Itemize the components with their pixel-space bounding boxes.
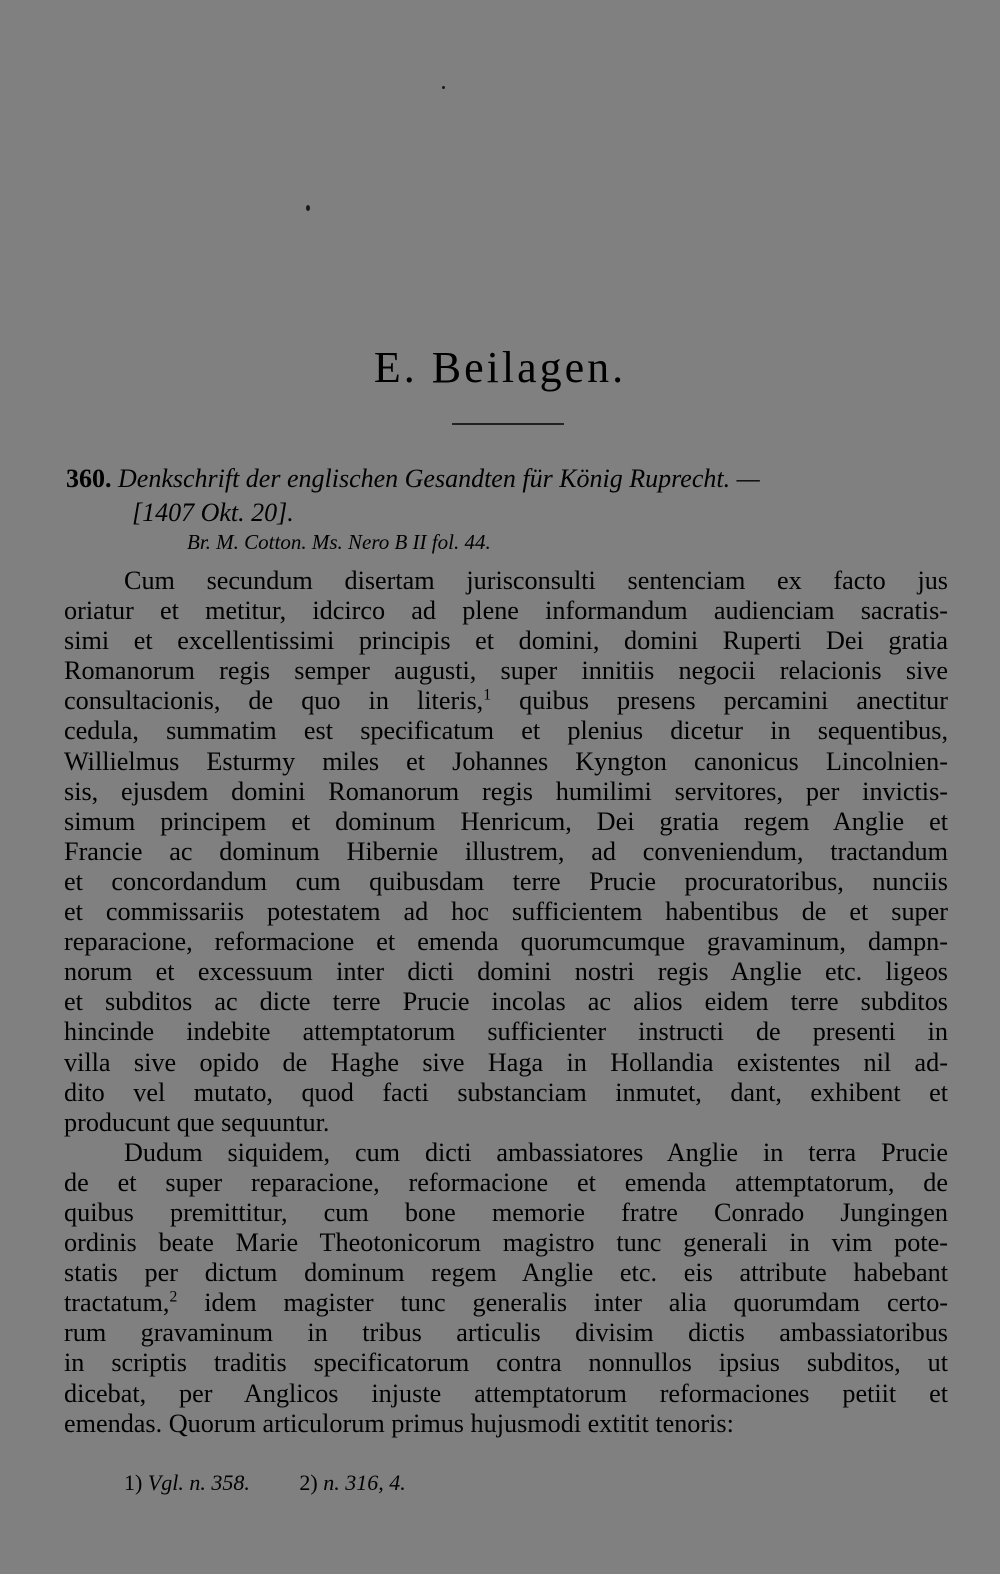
footnote-reference: 2	[169, 1288, 178, 1306]
text-line: oriatur et metitur, idcirco ad plene informandum audienciam sacratis-	[64, 596, 948, 626]
text-line: et commissariis potestatem ad hoc sufficientem habentibus de et super	[64, 897, 948, 927]
footnotes	[124, 1470, 450, 1496]
footnote-marker: 2)	[299, 1470, 318, 1495]
text-line: Romanorum regis semper augusti, super innitiis negocii relacionis sive	[64, 656, 948, 686]
text-line: de et super reparacione, reformacione et emenda attemptatorum, de	[64, 1167, 948, 1197]
text-line: dicebat, per Anglicos injuste attemptatorum reformaciones petiit et	[64, 1378, 948, 1408]
text-line	[64, 1288, 948, 1318]
footnote-text: n. 316, 4.	[323, 1470, 406, 1495]
document-source: Br. M. Cotton. Ms. Nero B II fol. 44.	[187, 530, 491, 554]
text-line: reparacione, reformacione et emenda quorumcumque gravaminum, dampn-	[64, 927, 948, 957]
document-title: Denkschrift der englischen Gesandten für König Ruprecht. —	[118, 464, 760, 493]
text-line: ordinis beate Marie Theotonicorum magistro tunc generali in vim pote-	[64, 1228, 948, 1258]
footnote-1	[124, 1470, 250, 1495]
paragraph-1	[64, 566, 948, 1138]
text-line: et concordandum cum quibusdam terre Prucie procuratoribus, nunciis	[64, 866, 948, 896]
document-body	[64, 566, 948, 1439]
paragraph-2	[64, 1138, 948, 1439]
text-line: Cum secundum disertam jurisconsulti sentenciam ex facto jus	[124, 566, 948, 595]
footnote-text: Vgl. n. 358.	[147, 1470, 250, 1495]
text-line: simi et excellentissimi principis et domini, domini Ruperti Dei gratia	[64, 626, 948, 656]
scan-speck	[306, 205, 310, 211]
text-line: hincinde indebite attemptatorum sufficienter instructi de presenti in	[64, 1017, 948, 1047]
text-line: cedula, summatim est specificatum et plenius dicetur in sequentibus,	[64, 716, 948, 746]
text-line: dito vel mutato, quod facti substanciam inmutet, dant, exhibent et	[64, 1077, 948, 1107]
text-line: simum principem et dominum Henricum, Dei gratia regem Anglie et	[64, 806, 948, 836]
text-line: norum et excessuum inter dicti domini nostri regis Anglie etc. ligeos	[64, 957, 948, 987]
text-line: rum gravaminum in tribus articulis divisim dictis ambassiatoribus	[64, 1318, 948, 1348]
text-segment: quibus presens percamini anectitur	[519, 686, 949, 716]
document-header	[66, 462, 946, 530]
text-segment: consultacionis, de quo in literis,	[64, 686, 484, 716]
text-line: villa sive opido de Haghe sive Haga in Hollandia existentes nil ad-	[64, 1047, 948, 1077]
text-line: sis, ejusdem domini Romanorum regis humilimi servitores, per invictis-	[64, 776, 948, 806]
text-line: emendas. Quorum articulorum primus hujusmodi extitit tenoris:	[64, 1408, 734, 1438]
text-line: quibus premittitur, cum bone memorie fratre Conrado Jungingen	[64, 1197, 948, 1227]
text-line: Willielmus Esturmy miles et Johannes Kyngton canonicus Lincolnien-	[64, 746, 948, 776]
section-heading: E. Beilagen.	[373, 343, 627, 392]
text-line: Francie ac dominum Hibernie illustrem, ad conveniendum, tractandum	[64, 836, 948, 866]
document-number: 360.	[66, 464, 112, 493]
text-line: producunt que sequuntur.	[64, 1107, 330, 1137]
text-line: Dudum siquidem, cum dicti ambassiatores Anglie in terra Prucie	[124, 1137, 948, 1167]
text-line: in scriptis traditis specificatorum contra nonnullos ipsius subditos, ut	[64, 1348, 948, 1378]
text-segment: idem magister tunc generalis inter alia quorumdam certo-	[204, 1288, 949, 1318]
text-segment: tractatum,	[64, 1288, 170, 1318]
footnote-2	[299, 1470, 405, 1495]
document-date: [1407 Okt. 20].	[132, 498, 294, 527]
footnote-marker: 1)	[124, 1470, 143, 1495]
text-line: et subditos ac dicte terre Prucie incolas ac alios eidem terre subditos	[64, 987, 948, 1017]
footnote-reference: 1	[483, 686, 492, 704]
text-line	[64, 686, 948, 716]
text-line: statis per dictum dominum regem Anglie etc. eis attribute habebant	[64, 1258, 948, 1288]
scan-speck	[442, 86, 445, 89]
heading-rule	[452, 423, 564, 425]
